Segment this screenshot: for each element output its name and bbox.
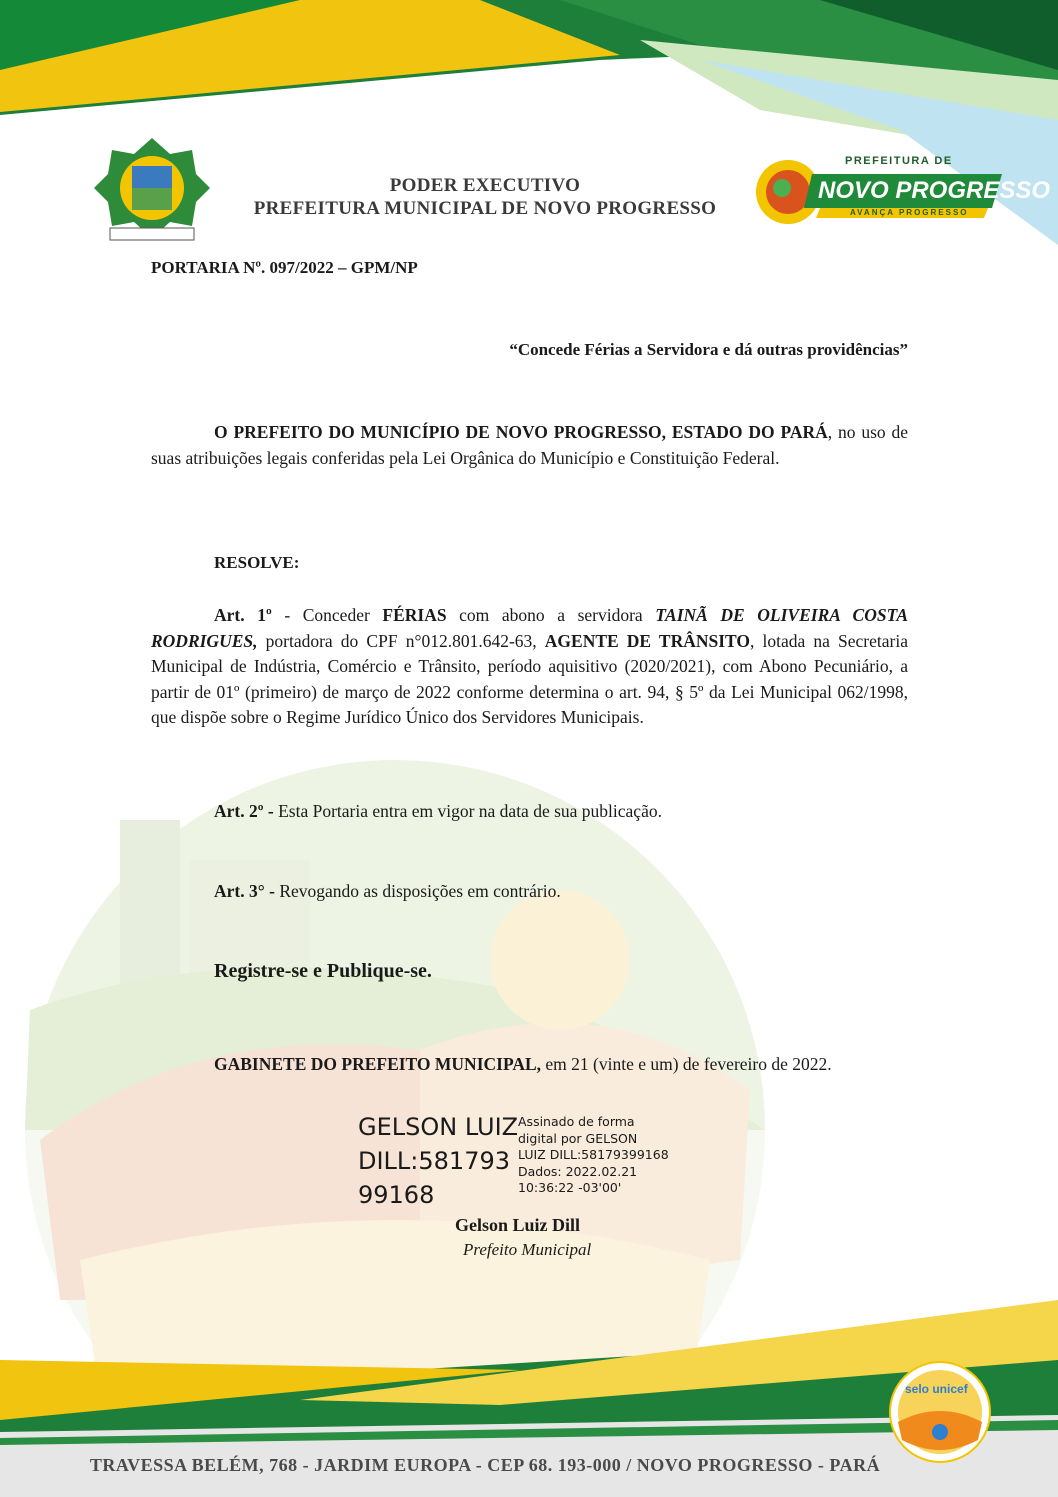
art1-text-2: com abono a servidora: [446, 605, 656, 625]
header-line-1: PODER EXECUTIVO: [389, 175, 581, 196]
art1-text-1: - Conceder: [271, 605, 383, 625]
preamble-bold: O PREFEITO DO MUNICÍPIO DE NOVO PROGRESSO, ESTADO DO PARÁ: [214, 422, 828, 442]
art3-label: Art. 3° -: [214, 881, 275, 901]
header-title: [230, 174, 740, 220]
article-1: [151, 603, 908, 731]
art1-ferias: FÉRIAS: [382, 605, 447, 625]
art1-servant-name: TAINÃ DE OLIVEIRA COSTA RODRIGUES,: [151, 605, 908, 651]
art1-cargo: AGENTE DE TRÂNSITO: [544, 630, 751, 651]
signature-line: GELSON LUIZ: [358, 1113, 519, 1141]
portaria-title: PORTARIA Nº. 097/2022 – GPM/NP: [151, 258, 418, 277]
signature-line: 99168: [358, 1181, 435, 1209]
signature-line: DILL:581793: [358, 1147, 511, 1175]
gabinete-rest: em 21 (vinte e um) de fevereiro de 2022.: [541, 1054, 832, 1074]
signature-detail-line: digital por GELSON: [518, 1130, 638, 1146]
ementa: “Concede Férias a Servidora e dá outras providências”: [509, 340, 908, 359]
signature-detail-line: LUIZ DILL:58179399168: [518, 1147, 669, 1162]
preamble-rest: , no uso de suas atribuições legais conferidas pela Lei Orgânica do Município e Constituição Federal.: [151, 422, 908, 468]
header-line-2: PREFEITURA MUNICIPAL DE NOVO PROGRESSO: [253, 198, 717, 219]
seal-text: selo unicef: [905, 1382, 968, 1396]
gabinete-bold: GABINETE DO PREFEITO MUNICIPAL,: [214, 1054, 542, 1074]
coat-of-arms-logo: [92, 136, 212, 246]
art1-label: Art. 1º: [214, 605, 272, 625]
digital-signature-name: [358, 1110, 518, 1212]
digital-signature-details: [518, 1114, 669, 1197]
logo-main-text: NOVO PROGRESSO: [818, 177, 1051, 204]
signature-detail-line: 10:36:22 -03'00': [518, 1180, 622, 1195]
resolve-heading: RESOLVE:: [214, 553, 300, 572]
article-2: [151, 799, 908, 825]
signer-name: Gelson Luiz Dill: [455, 1215, 581, 1235]
art1-text-4: , lotada na Secretaria Municipal de Indústria, Comércio e Trânsito, período aquisitivo (2020/2021), com Abono Pecuniário, a partir de 01º (primeiro) de março de 2022 conforme determina o art. 94, § 5º da Lei Municipal 062/1998, que dispõe sobre o Regime Jurídico Único dos Servidores Municipais.: [151, 630, 908, 727]
art2-label: Art. 2º -: [214, 801, 274, 821]
art1-text-3: portadora do CPF n°012.801.642-63,: [257, 630, 545, 651]
signature-detail-line: Assinado de forma: [518, 1114, 635, 1129]
registre-line: Registre-se e Publique-se.: [214, 960, 432, 982]
unicef-seal-logo: [888, 1360, 992, 1464]
logo-sub-text: AVANÇA PROGRESSO: [850, 208, 969, 217]
preamble-paragraph: [151, 420, 908, 471]
signer-role: Prefeito Municipal: [463, 1240, 592, 1259]
logo-top-text: PREFEITURA DE: [845, 155, 953, 167]
signature-detail-line: Dados: 2022.02.21: [518, 1163, 638, 1179]
gabinete-paragraph: [151, 1052, 908, 1078]
art3-text: Revogando as disposições em contrário.: [274, 881, 561, 901]
footer-address: TRAVESSA BELÉM, 768 - JARDIM EUROPA - CEP 68. 193-000 / NOVO PROGRESSO - PARÁ: [89, 1455, 881, 1475]
art2-text: Esta Portaria entra em vigor na data de sua publicação.: [273, 801, 662, 821]
article-3: [151, 879, 908, 905]
